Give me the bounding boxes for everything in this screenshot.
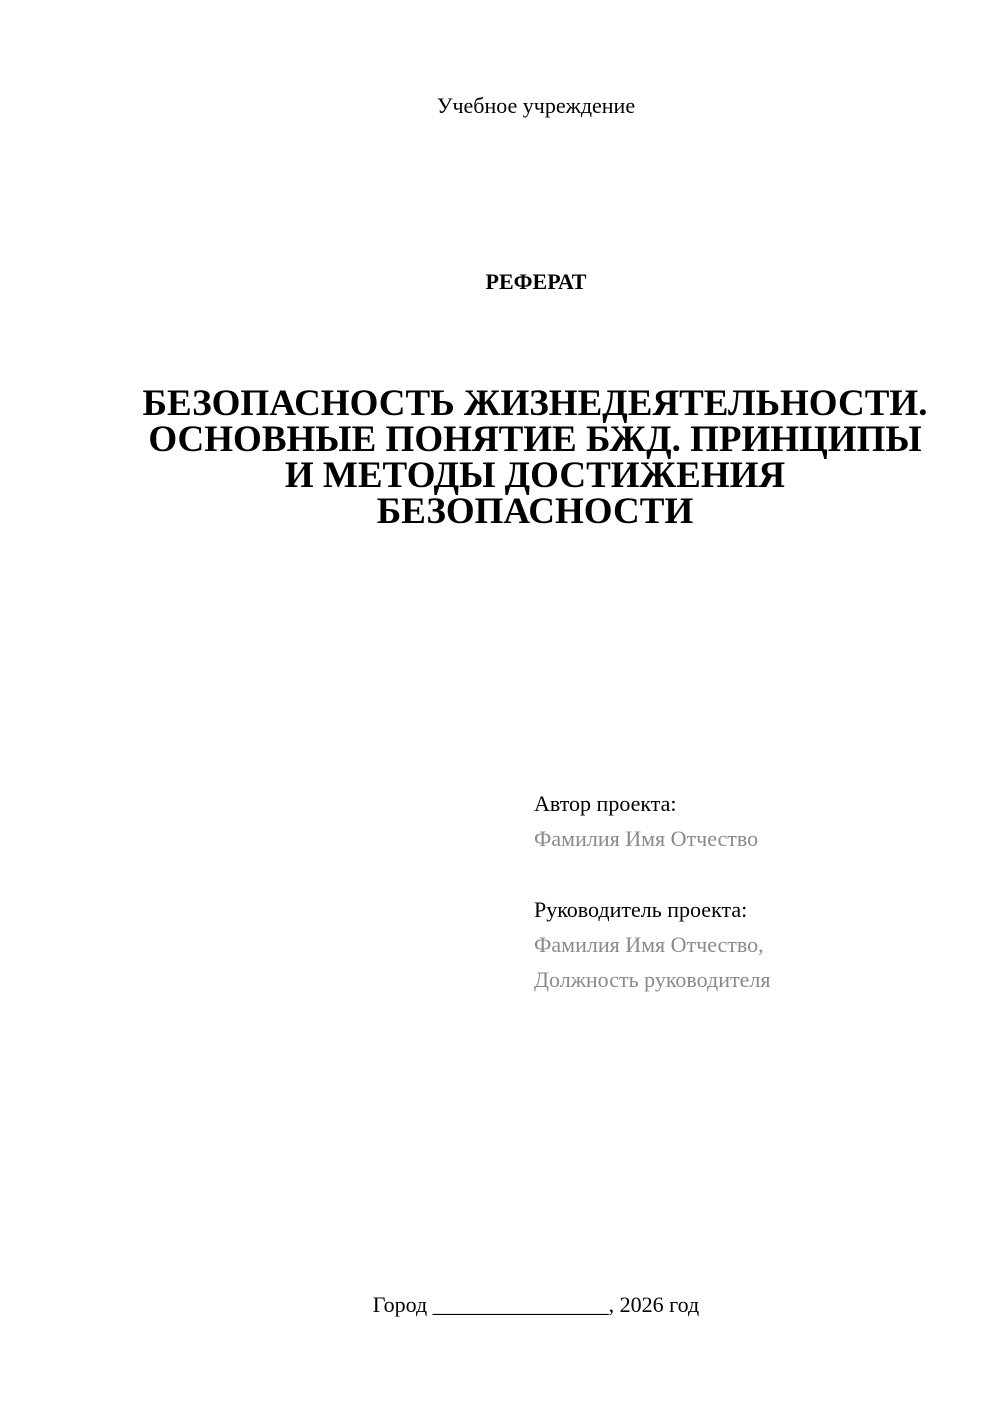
institution-name: Учебное учреждение bbox=[436, 93, 636, 118]
supervisor-position: Должность руководителя bbox=[534, 967, 771, 992]
document-title: БЕЗОПАСНОСТЬ ЖИЗНЕДЕЯТЕЛЬНОСТИ. ОСНОВНЫЕ ПОНЯТИЕ БЖД. ПРИНЦИПЫ И МЕТОДЫ ДОСТИЖЕНИЯ БЕЗОПАСНОСТИ bbox=[142, 383, 928, 532]
supervisor-block bbox=[534, 892, 974, 997]
supervisor-label: Руководитель проекта: bbox=[534, 897, 748, 922]
supervisor-name: Фамилия Имя Отчество, bbox=[534, 932, 764, 957]
author-name: Фамилия Имя Отчество bbox=[534, 826, 759, 851]
author-label: Автор проекта: bbox=[534, 791, 677, 816]
city-year-footer: Город ________________, 2026 год bbox=[372, 1292, 700, 1317]
document-type: РЕФЕРАТ bbox=[485, 269, 587, 294]
author-block bbox=[534, 786, 974, 856]
